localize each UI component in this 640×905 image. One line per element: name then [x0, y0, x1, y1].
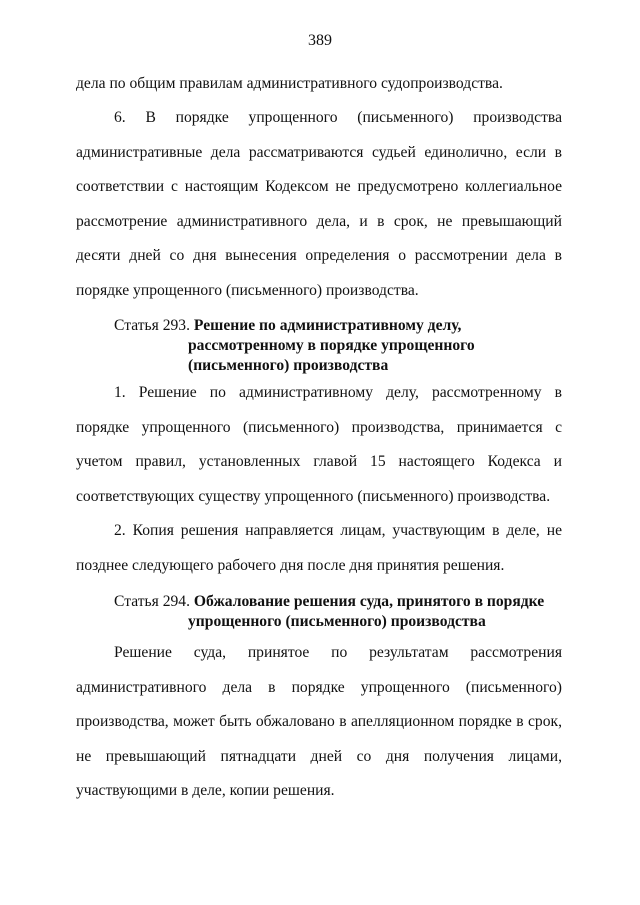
article-title-line: рассмотренному в порядке упрощенного — [188, 337, 475, 354]
paragraph-text: 6. В порядке упрощенного (письменного) производства административные дела рассматриваются судьей единолично, если в соответствии с настоящим Кодексом не предусмотрено коллегиальное рассмотрение административного дела, и в срок, не превышающий десяти дней со дня вынесения определения о рассмотрении дела в порядке упрощенного (письменного) производства. — [76, 109, 562, 299]
article-label: Статья 293. — [114, 317, 191, 334]
paragraph-item-2 — [76, 514, 562, 583]
page-number: 389 — [308, 32, 332, 49]
paragraph-text: 1. Решение по административному делу, рассмотренному в порядке упрощенного (письменного) производства, принимается с учетом правил, установленных главой 15 настоящего Кодекса и соответствующих существу упрощенного (письменного) производства. — [76, 384, 562, 505]
paragraph-item-1 — [76, 376, 562, 514]
paragraph-text: дела по общим правилам административного судопроизводства. — [76, 75, 503, 92]
article-title-line: упрощенного (письменного) производства — [188, 613, 486, 630]
paragraph-continuation — [76, 67, 562, 102]
article-293-heading — [114, 316, 574, 376]
article-title-line: Решение по административному делу, — [193, 317, 462, 334]
article-title-line: (письменного) производства — [188, 357, 389, 374]
paragraph-text: Решение суда, принятое по результатам рассмотрения административного дела в порядке упрощенного (письменного) производства, может быть обжаловано в апелляционном порядке в срок, не превышающий пятнадцати дней со дня получения лицами, участвующими в деле, копии решения. — [76, 644, 562, 800]
article-title-line: Обжалование решения суда, принятого в порядке — [193, 593, 545, 610]
paragraph-article-294 — [76, 636, 562, 809]
paragraph-item-6 — [76, 101, 562, 309]
paragraph-text: 2. Копия решения направляется лицам, участвующим в деле, не позднее следующего рабочего дня после дня принятия решения. — [76, 522, 562, 574]
article-294-heading — [114, 592, 574, 632]
article-label: Статья 294. — [114, 593, 191, 610]
